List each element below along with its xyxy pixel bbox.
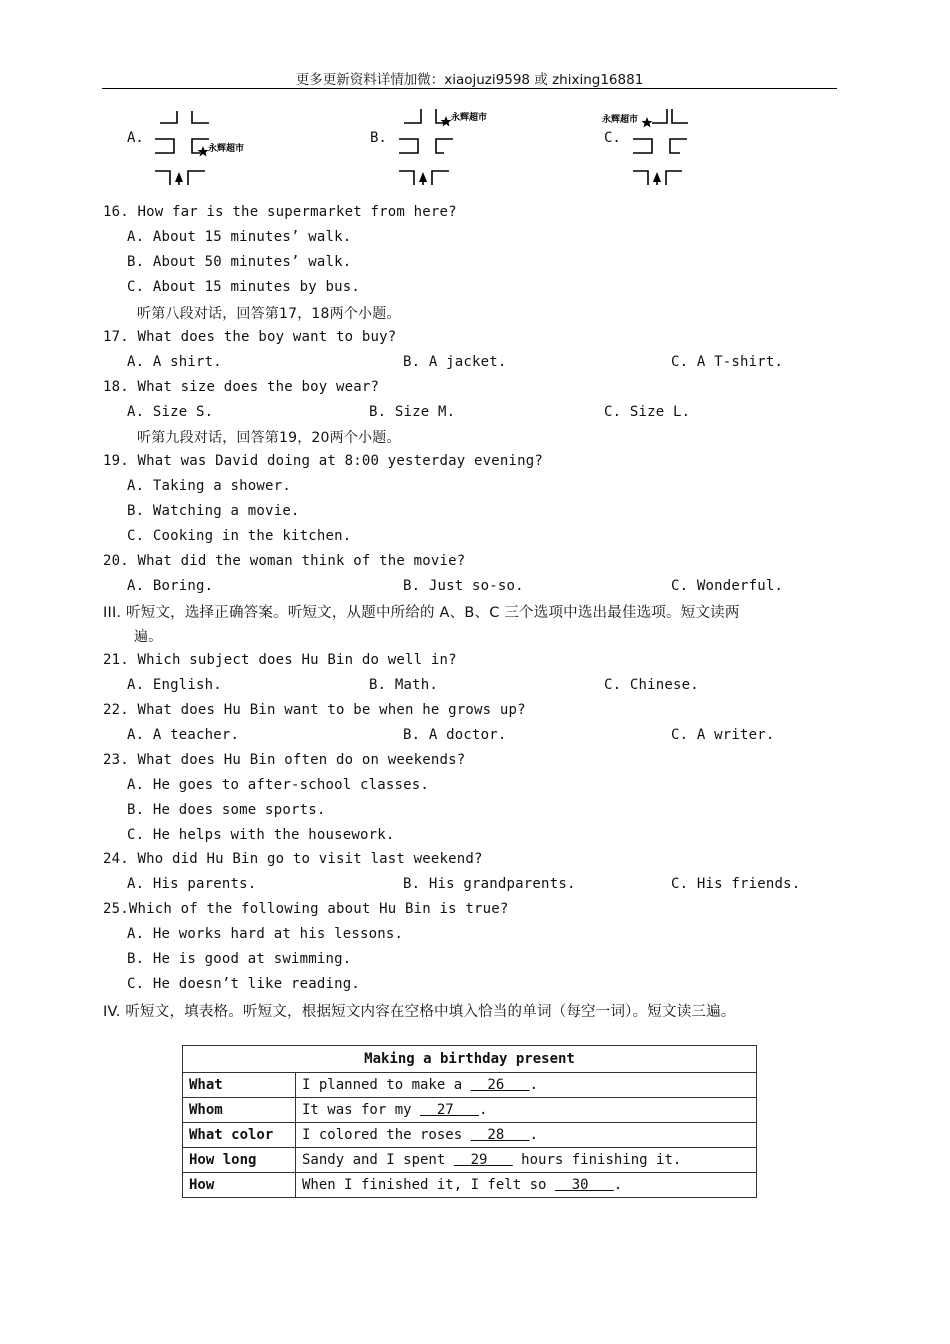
option-25a: A. He works hard at his lessons. xyxy=(127,926,404,942)
map-option-b-label: B. xyxy=(370,130,387,146)
question-24: 24. Who did Hu Bin go to visit last weekend? xyxy=(103,851,483,867)
option-23a: A. He goes to after-school classes. xyxy=(127,777,430,793)
option-18a: A. Size S. xyxy=(127,404,214,420)
question-19: 19. What was David doing at 8:00 yesterday evening? xyxy=(103,453,544,469)
row-key: How xyxy=(183,1173,296,1198)
option-19c: C. Cooking in the kitchen. xyxy=(127,528,352,544)
map-option-c-label: C. xyxy=(604,130,621,146)
answer-blank-30: 30 xyxy=(554,1177,614,1193)
option-17b: B. A jacket. xyxy=(403,354,507,370)
row-value: It was for my 27 . xyxy=(296,1098,757,1123)
row-key: Whom xyxy=(183,1098,296,1123)
row-key: What color xyxy=(183,1123,296,1148)
question-22: 22. What does Hu Bin want to be when he grows up? xyxy=(103,702,526,718)
instruction-8: 听第八段对话，回答第17，18两个小题。 xyxy=(137,306,401,322)
row-value: When I finished it, I felt so 30 . xyxy=(296,1173,757,1198)
answer-blank-27: 27 xyxy=(420,1102,480,1118)
option-20b: B. Just so-so. xyxy=(403,578,524,594)
question-16: 16. How far is the supermarket from here? xyxy=(103,204,457,220)
question-21: 21. Which subject does Hu Bin do well in? xyxy=(103,652,457,668)
row-value: I colored the roses 28 . xyxy=(296,1123,757,1148)
option-23b: B. He does some sports. xyxy=(127,802,326,818)
section-3-heading-cont: 遍。 xyxy=(134,629,163,645)
option-25c: C. He doesn’t like reading. xyxy=(127,976,360,992)
option-17a: A. A shirt. xyxy=(127,354,222,370)
store-label: 永辉超市 xyxy=(602,115,639,125)
row-value: I planned to make a 26 . xyxy=(296,1073,757,1098)
row-value: Sandy and I spent 29 hours finishing it. xyxy=(296,1148,757,1173)
option-16a: A. About 15 minutes’ walk. xyxy=(127,229,352,245)
option-22b: B. A doctor. xyxy=(403,727,507,743)
section-4-heading: IV. 听短文，填表格。听短文，根据短文内容在空格中填入恰当的单词（每空一词）。短文读三遍。 xyxy=(103,1004,736,1020)
option-20c: C. Wonderful. xyxy=(671,578,784,594)
option-18c: C. Size L. xyxy=(604,404,691,420)
birthday-present-table xyxy=(182,1045,757,1198)
table-row xyxy=(183,1073,757,1098)
option-17c: C. A T-shirt. xyxy=(671,354,784,370)
question-25: 25.Which of the following about Hu Bin is true? xyxy=(103,901,509,917)
map-option-a-label: A. xyxy=(127,130,144,146)
option-20a: A. Boring. xyxy=(127,578,214,594)
option-22c: C. A writer. xyxy=(671,727,775,743)
section-3-heading: III. 听短文，选择正确答案。听短文，从题中所给的 A、B、C 三个选项中选出最佳选项。短文读两 xyxy=(103,605,740,621)
header-rule xyxy=(102,88,837,89)
page-header: 更多更新资料详情加微：xiaojuzi9598 或 zhixing16881 xyxy=(295,72,644,88)
answer-blank-28: 28 xyxy=(470,1127,530,1143)
option-21a: A. English. xyxy=(127,677,222,693)
option-16c: C. About 15 minutes by bus. xyxy=(127,279,360,295)
option-24c: C. His friends. xyxy=(671,876,801,892)
answer-blank-29: 29 xyxy=(453,1152,513,1168)
answer-blank-26: 26 xyxy=(470,1077,530,1093)
option-21c: C. Chinese. xyxy=(604,677,699,693)
option-25b: B. He is good at swimming. xyxy=(127,951,352,967)
table-row xyxy=(183,1173,757,1198)
store-label: 永辉超市 xyxy=(451,113,488,123)
map-option-b xyxy=(394,105,514,185)
row-key: How long xyxy=(183,1148,296,1173)
table-title: Making a birthday present xyxy=(183,1046,757,1073)
table-row xyxy=(183,1148,757,1173)
row-key: What xyxy=(183,1073,296,1098)
option-19b: B. Watching a movie. xyxy=(127,503,300,519)
map-option-c xyxy=(600,105,720,185)
map-option-a xyxy=(150,105,270,185)
option-18b: B. Size M. xyxy=(369,404,456,420)
option-24a: A. His parents. xyxy=(127,876,257,892)
option-24b: B. His grandparents. xyxy=(403,876,576,892)
option-16b: B. About 50 minutes’ walk. xyxy=(127,254,352,270)
option-23c: C. He helps with the housework. xyxy=(127,827,395,843)
table-row xyxy=(183,1123,757,1148)
store-label: 永辉超市 xyxy=(208,144,245,154)
question-20: 20. What did the woman think of the movie? xyxy=(103,553,466,569)
instruction-9: 听第九段对话，回答第19，20两个小题。 xyxy=(137,430,401,446)
question-23: 23. What does Hu Bin often do on weekends? xyxy=(103,752,466,768)
table-row xyxy=(183,1098,757,1123)
option-19a: A. Taking a shower. xyxy=(127,478,291,494)
option-22a: A. A teacher. xyxy=(127,727,240,743)
question-18: 18. What size does the boy wear? xyxy=(103,379,380,395)
option-21b: B. Math. xyxy=(369,677,439,693)
question-17: 17. What does the boy want to buy? xyxy=(103,329,397,345)
